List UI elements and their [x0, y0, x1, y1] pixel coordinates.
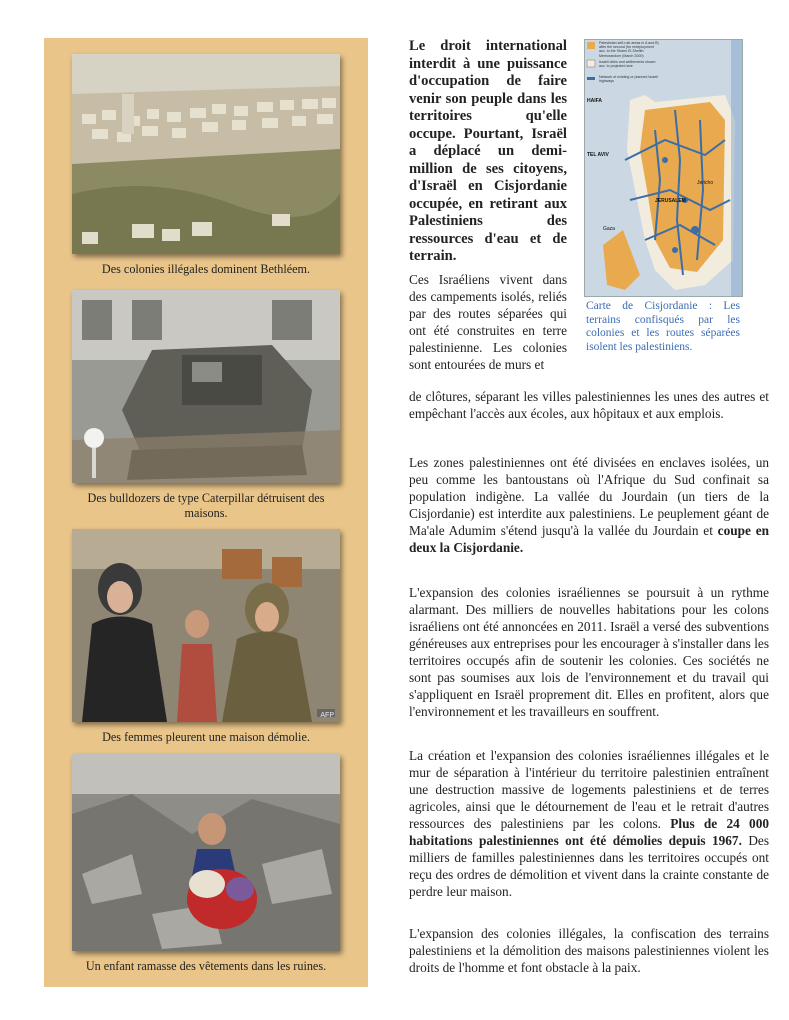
intro-paragraph-part1: Ces Israéliens vivent dans des campements isolés, reliés par des routes séparées qui ont été construites en terre palestinienne. Les colonies sont entourées de murs et: [409, 272, 567, 372]
photo-caption: Des bulldozers de type Caterpillar détruisent des maisons.: [87, 491, 325, 520]
photo-sidebar: [44, 38, 368, 987]
photo-women-crying: [72, 529, 340, 722]
paragraph-text: Les zones palestiniennes ont été divisées en enclaves isolées, un peu comme les bantoustans où l'Afrique du Sud confinait sa population indigène. La vallée du Jourdain (un tiers de la Cisjordanie) est interdite aux palestiniens. Le peuplement géant de Ma'ale Adumim s'étend jusqu'à la vallée du Jourdain et: [409, 455, 769, 538]
map-label-gaza: Gaza: [603, 226, 615, 232]
paragraph-conclusion: L'expansion des colonies illégales, la confiscation des terrains palestiniens et la démolition des maisons palestiniennes violent les droits de l'homme et font obstacle à la paix.: [409, 926, 769, 975]
map-caption: Carte de Cisjordanie : Les terrains confisqués par les colonies et les routes séparées isolent les palestiniens.: [586, 300, 740, 353]
map-label-jericho: Jericho: [697, 180, 714, 186]
map-legend-2: Israeli cities and settlements shown acc. to projected size: [599, 60, 656, 69]
map-legend-1: Palestinian self-rule areas in A and B) after the second (for redeployment acc. to the Sharm El-Sheikh Memorandum (March 2000): [599, 41, 659, 58]
photo-caption: Un enfant ramasse des vêtements dans les ruines.: [85, 959, 327, 973]
photo-credit: AFP: [320, 712, 334, 719]
map-label-haifa: HAIFA: [587, 98, 602, 104]
paragraph-text: Des milliers de familles palestiniennes dans les territoires occupés ont reçu des ordres de démolition et vivent dans la crainte constante de perdre leur maison.: [409, 833, 769, 899]
paragraph-bold-text: coupe en deux la Cisjordanie.: [409, 523, 769, 555]
map-label-jerusalem: JERUSALEM: [655, 198, 686, 204]
photo-block-bulldozer: [72, 290, 340, 521]
paragraph-expansion: L'expansion des colonies israéliennes se poursuit à un rythme alarmant. Des milliers de nouvelles habitations pour les colons israéliens ont été annoncées en 2011. Israël a versé des subventions généreuses aux entreprises pour les encourager à s'installer dans les territoires occupés afin de soutenir les colonies. Ces sociétés ne sont pas soumises aux lois de l'environnement et du travail qui s'appliquent en Israël proprement dit. Elles en profitent, alors que l'environnement et les travailleurs en souffrent.: [409, 585, 769, 719]
photo-bulldozer: [72, 290, 340, 483]
photo-block-child: [72, 754, 340, 974]
west-bank-map: [584, 39, 743, 297]
map-label-telaviv: TEL AVIV: [587, 152, 609, 158]
paragraph-destruction: [409, 747, 769, 900]
photo-block-women: [72, 529, 340, 745]
photo-settlements-bethlehem: [72, 54, 340, 254]
lead-paragraph: Le droit international interdit à une puissance d'occupation de faire venir son peuple dans les territoires qu'elle occupe. Pourtant, Israël a déplacé un demi-million de ses citoyens, d'Israël en Cisjordanie occupée, en retirant aux Palestiniens des ressources d'eau et de terrain.: [409, 38, 567, 264]
photo-caption: Des colonies illégales dominent Bethléem.: [101, 262, 311, 276]
photo-block-settlements: [72, 54, 340, 277]
paragraph-bold-text: Plus de 24 000 habitations palestiniennes ont été démolies depuis 1967.: [409, 816, 769, 848]
photo-caption: Des femmes pleurent une maison démolie.: [102, 730, 310, 744]
paragraph-enclaves: [409, 454, 769, 556]
photo-child-ruins: [72, 754, 340, 951]
paragraph-text: La création et l'expansion des colonies israéliennes illégales et le mur de séparation à l'intérieur du territoire palestinien entraînent une destruction massive de logements palestiniens et de terres agricoles, ainsi que le détournement de l'eau et le retrait d'autres ressources des palestiniens par les colons.: [409, 748, 769, 831]
intro-paragraph-part2: de clôtures, séparant les villes palestiniennes les unes des autres et empêchant l'accès aux écoles, aux hôpitaux et aux emplois.: [409, 389, 769, 421]
map-legend-3: Network of existing or planned Israeli highways: [599, 75, 658, 84]
